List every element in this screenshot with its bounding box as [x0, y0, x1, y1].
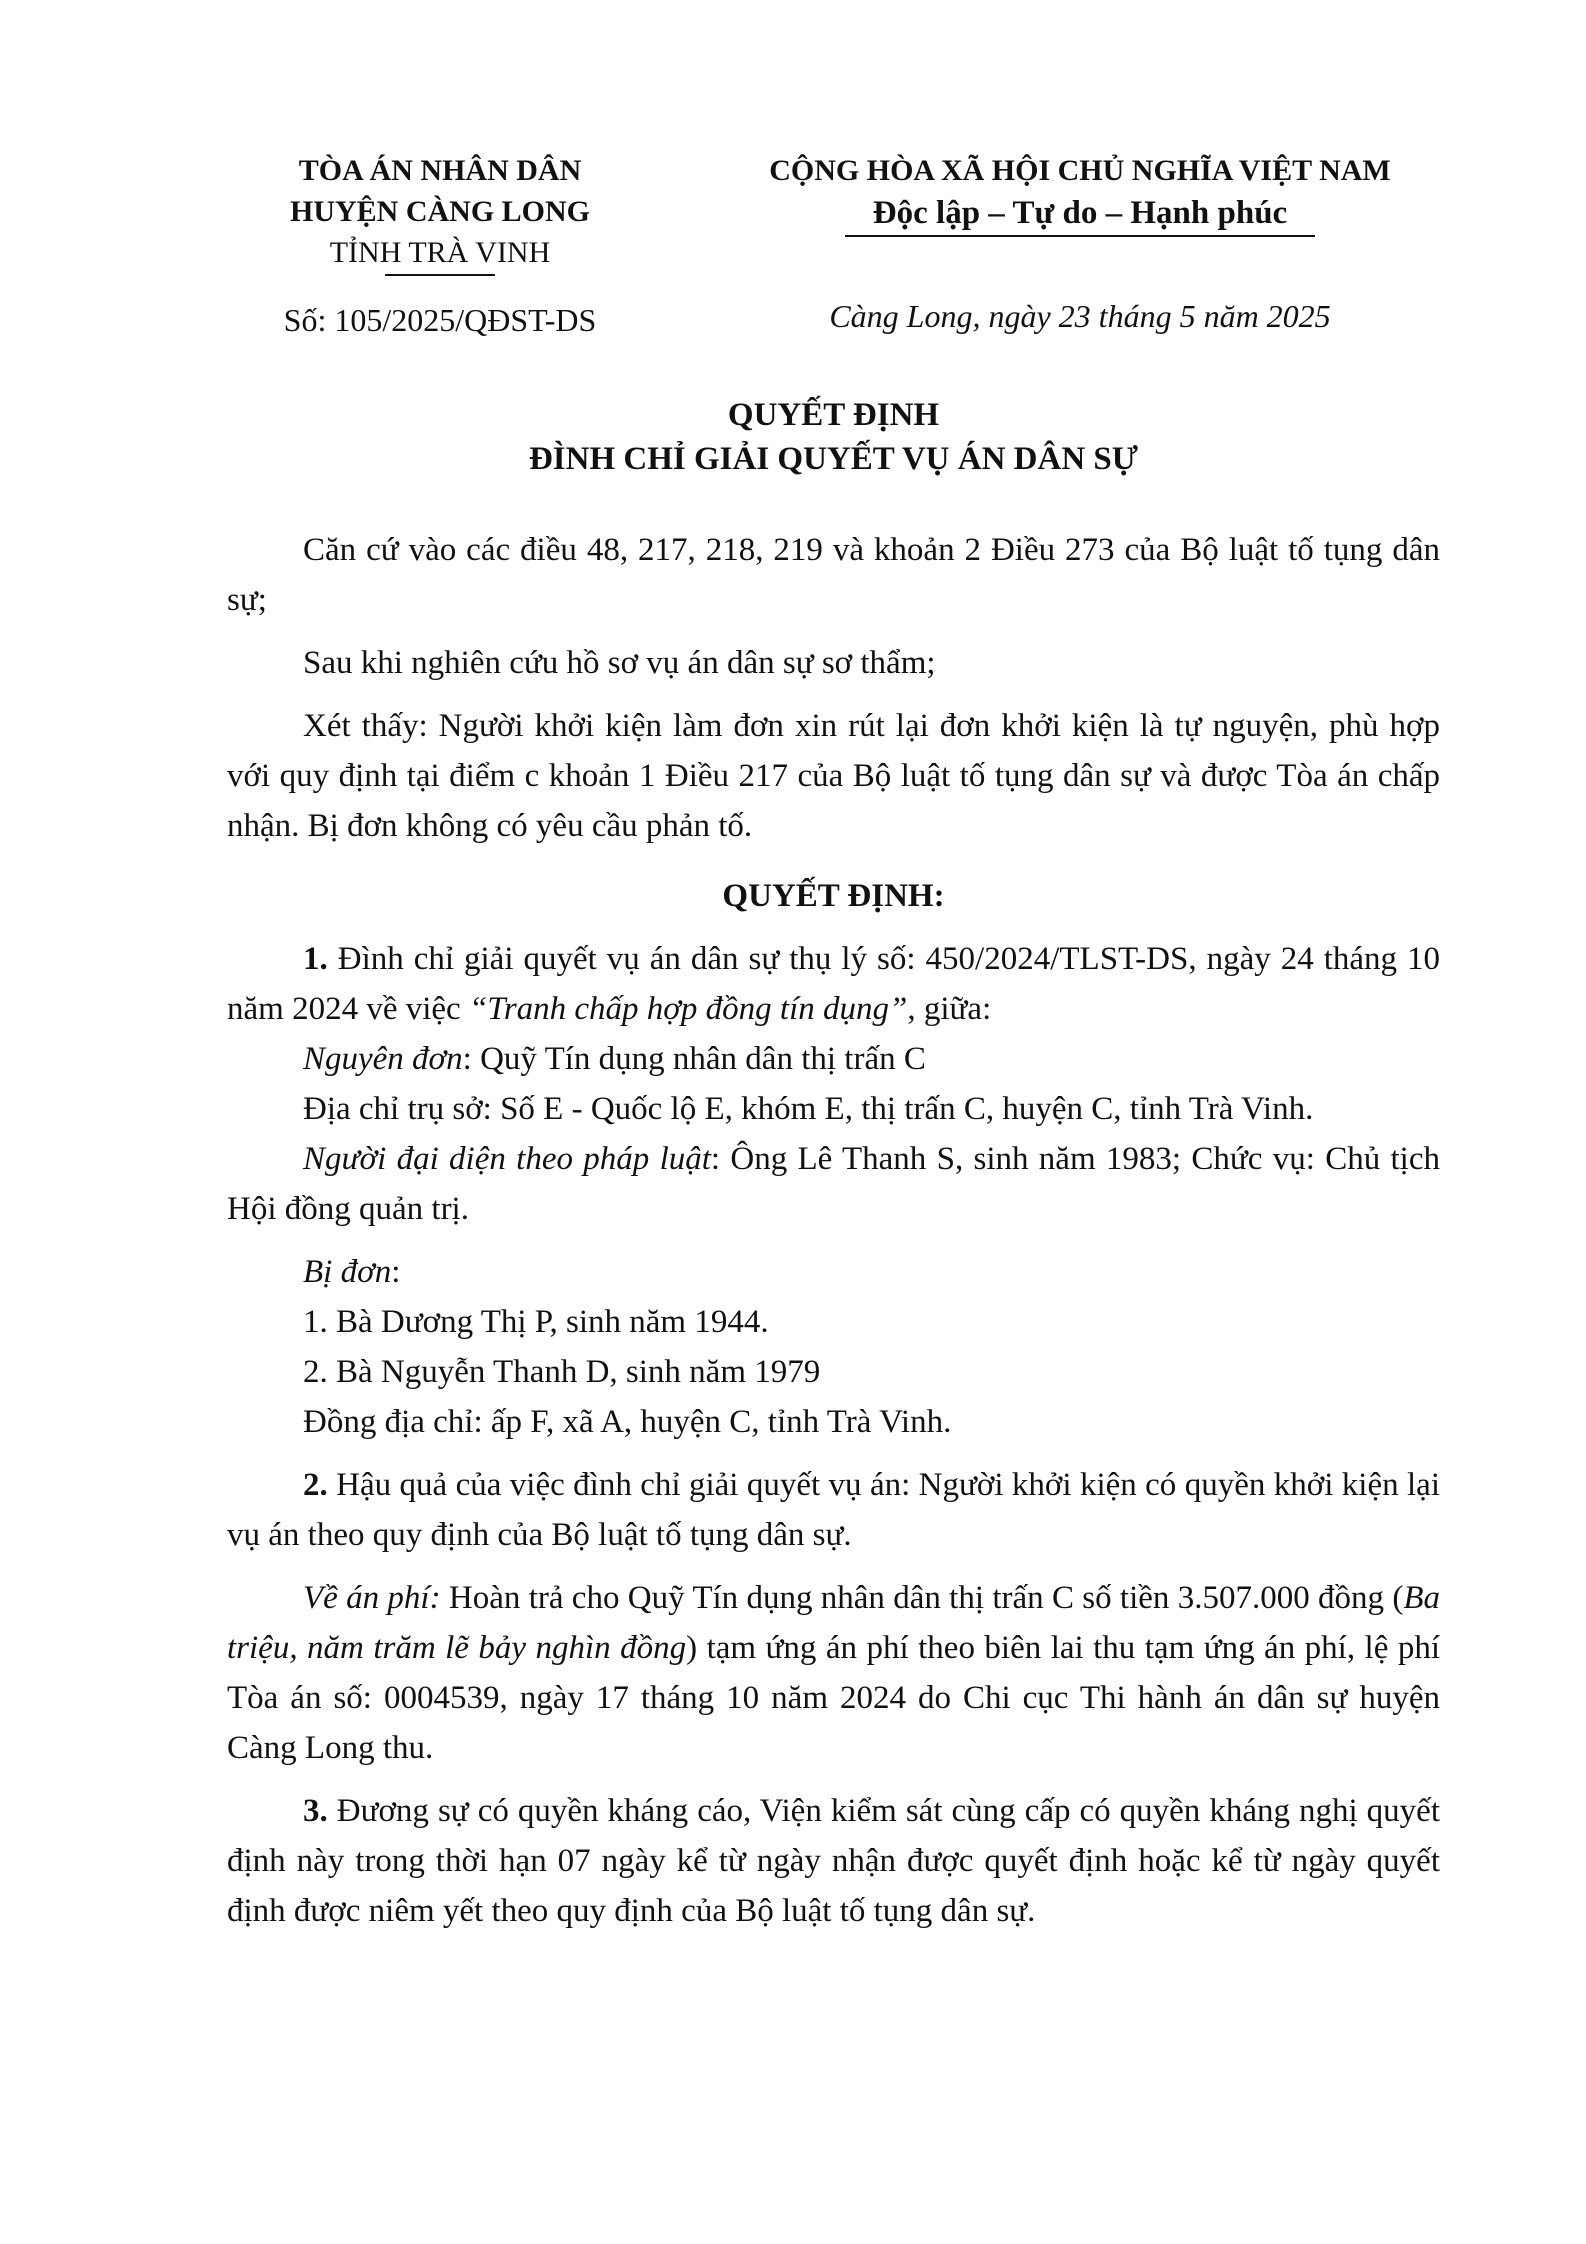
- item-1-text: Đình chỉ giải quyết vụ án dân sự thụ lý số: 450/2024/TLST-DS, ngày 24 tháng 10 năm 2024 về việc: [227, 941, 1440, 1027]
- fee-amount-words: Ba triệu, năm trăm lẽ bảy nghìn đồng: [227, 1580, 1440, 1666]
- title-line2: ĐÌNH CHỈ GIẢI QUYẾT VỤ ÁN DÂN SỰ: [528, 441, 1139, 477]
- national-header: [700, 150, 1460, 237]
- court-province: TỈNH TRÀ VINH: [329, 236, 551, 269]
- legal-basis: Căn cứ vào các điều 48, 217, 218, 219 và khoản 2 Điều 273 của Bộ luật tố tụng dân sự;: [227, 532, 1440, 618]
- defendant-address: Đồng địa chỉ: ấp F, xã A, huyện C, tỉnh Trà Vinh.: [303, 1404, 952, 1440]
- defendant-2: 2. Bà Nguyễn Thanh D, sinh năm 1979: [303, 1354, 821, 1390]
- national-motto: Độc lập – Tự do – Hạnh phúc: [872, 195, 1288, 231]
- national-name: CỘNG HÒA XÃ HỘI CHỦ NGHĨA VIỆT NAM: [769, 154, 1391, 187]
- item-1-number: 1.: [303, 941, 328, 977]
- decision-item-2: [227, 1460, 1440, 1560]
- defendant-label: Bị đơn: [303, 1254, 392, 1290]
- place-date: Càng Long, ngày 23 tháng 5 năm 2025: [829, 298, 1331, 334]
- court-header: [230, 150, 650, 276]
- decision-item-1: [227, 934, 1440, 1034]
- representative-value: : Ông Lê Thanh S, sinh năm 1983; Chức vụ: Chủ tịch Hội đồng quản trị.: [227, 1141, 1440, 1227]
- plaintiff-value: : Quỹ Tín dụng nhân dân thị trấn C: [462, 1041, 926, 1077]
- decision-heading: QUYẾT ĐỊNH:: [722, 878, 945, 914]
- decision-item-3: [227, 1786, 1440, 1936]
- court-underline: [385, 274, 495, 276]
- document-body: [227, 525, 1440, 1936]
- fee-label: Về án phí:: [303, 1580, 441, 1616]
- plaintiff-representative: [227, 1134, 1440, 1234]
- court-name-line1: TÒA ÁN NHÂN DÂN: [298, 154, 582, 187]
- after-study: Sau khi nghiên cứu hồ sơ vụ án dân sự sơ thẩm;: [303, 645, 936, 681]
- item-2-number: 2.: [303, 1467, 328, 1503]
- court-name-line2: HUYỆN CÀNG LONG: [289, 195, 590, 228]
- representative-label: Người đại diện theo pháp luật: [303, 1141, 711, 1177]
- item-3-text: Đương sự có quyền kháng cáo, Viện kiểm sát cùng cấp có quyền kháng nghị quyết định này trong thời hạn 07 ngày kể từ ngày nhận được quyết định hoặc kể từ ngày quyết định được niêm yết theo quy định của Bộ luật tố tụng dân sự.: [227, 1793, 1440, 1929]
- item-2-text: Hậu quả của việc đình chỉ giải quyết vụ án: Người khởi kiện có quyền khởi kiện lại vụ án theo quy định của Bộ luật tố tụng dân sự.: [227, 1467, 1440, 1553]
- consideration: Xét thấy: Người khởi kiện làm đơn xin rút lại đơn khởi kiện là tự nguyện, phù hợp với quy định tại điểm c khoản 1 Điều 217 của Bộ luật tố tụng dân sự và được Tòa án chấp nhận. Bị đơn không có yêu cầu phản tố.: [227, 708, 1440, 844]
- item-3-number: 3.: [303, 1793, 328, 1829]
- defendant-colon: :: [391, 1254, 401, 1290]
- dispute-title: “Tranh chấp hợp đồng tín dụng”: [468, 991, 908, 1027]
- document-number: Số: 105/2025/QĐST-DS: [283, 302, 597, 338]
- defendant-1: 1. Bà Dương Thị P, sinh năm 1944.: [303, 1304, 769, 1340]
- plaintiff-address: Địa chỉ trụ sở: Số E - Quốc lộ E, khóm E, thị trấn C, huyện C, tỉnh Trà Vinh.: [303, 1091, 1314, 1127]
- defendants-label: [227, 1247, 1440, 1297]
- plaintiff: [227, 1034, 1440, 1084]
- title-line1: QUYẾT ĐỊNH: [727, 397, 940, 433]
- court-fee: [227, 1573, 1440, 1773]
- item-1-tail: , giữa:: [907, 991, 992, 1027]
- motto-underline: [845, 235, 1315, 237]
- document-title: [227, 393, 1440, 481]
- plaintiff-label: Nguyên đơn: [303, 1041, 463, 1077]
- fee-text: Hoàn trả cho Quỹ Tín dụng nhân dân thị trấn C số tiền 3.507.000 đồng (: [440, 1580, 1404, 1616]
- fee-tail: ) tạm ứng án phí theo biên lai thu tạm ứng án phí, lệ phí Tòa án số: 0004539, ngày 17 tháng 10 năm 2024 do Chi cục Thi hành án dân sự huyện Càng Long thu.: [227, 1630, 1440, 1766]
